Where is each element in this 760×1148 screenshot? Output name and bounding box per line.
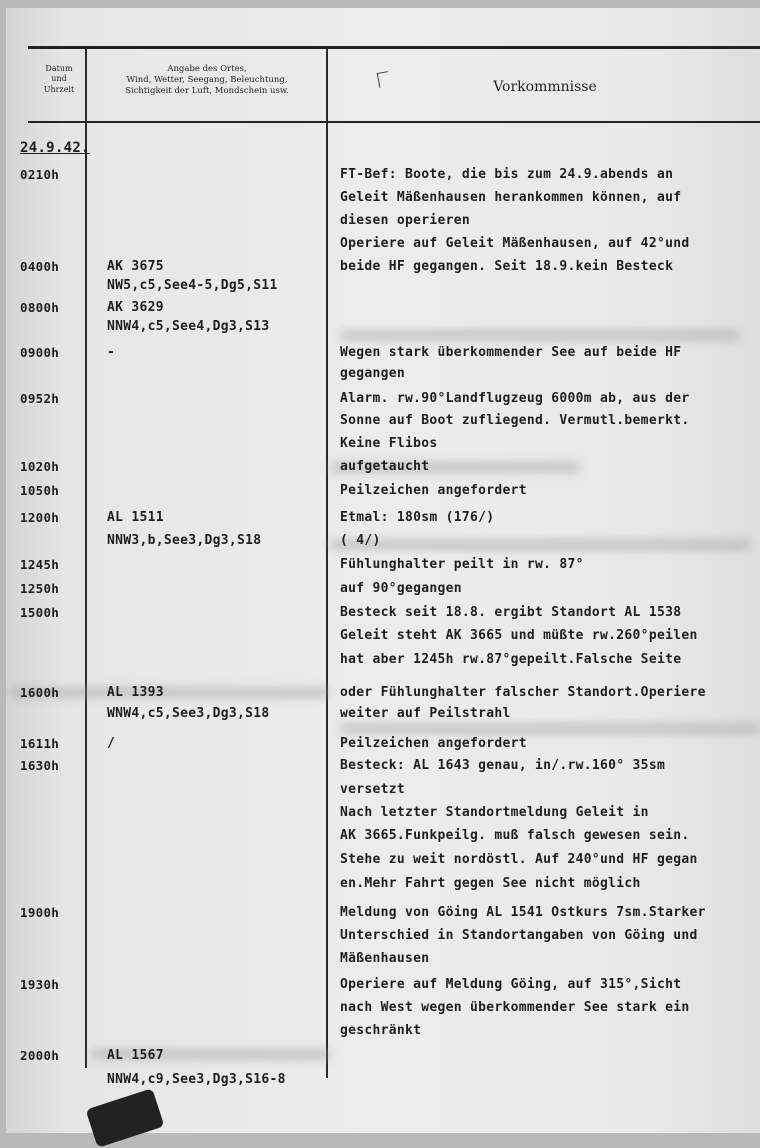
row-event: versetzt [340,782,406,797]
row-event: Stehe zu weit nordöstl. Auf 240°und HF gegan [340,852,698,867]
row-event: Geleit Mäßenhausen herankommen können, auf [340,190,682,205]
row-event: Besteck seit 18.8. ergibt Standort AL 1538 [340,605,682,620]
row-event: Keine Flibos [340,436,438,451]
row-event: Operiere auf Geleit Mäßenhausen, auf 42°und [340,236,690,251]
row-event: Operiere auf Meldung Göing, auf 315°,Sicht [340,977,682,992]
smudge [330,540,750,549]
row-time: 1900h [20,905,60,920]
row-time: 1250h [20,581,60,596]
log-date: 24.9.42. [20,140,90,156]
row-event: Meldung von Göing AL 1541 Ostkurs 7sm.Starker [340,905,706,920]
top-rule [28,46,760,49]
header-location-line-1: Angabe des Ortes, [167,64,247,74]
row-time: 1050h [20,483,60,498]
row-time: 1500h [20,605,60,620]
header-location-line-2: Wind, Wetter, Seegang, Beleuchtung, [126,75,288,86]
row-event: Sonne auf Boot zufliegend. Vermutl.bemerkt. [340,413,690,428]
row-event: diesen operieren [340,213,471,228]
row-time: 1020h [20,459,60,474]
row-event: Peilzeichen angefordert [340,736,527,751]
row-event: aufgetaucht [340,459,430,474]
header-bottom-rule [28,121,760,123]
smudge [340,331,740,340]
row-position: AL 1393 [107,685,164,700]
row-position: NNW4,c5,See4,Dg3,S13 [107,319,270,334]
row-time: 0952h [20,391,60,406]
row-event: Fühlunghalter peilt in rw. 87° [340,557,584,572]
row-position: NNW4,c9,See3,Dg3,S16-8 [107,1072,286,1087]
row-time: 0210h [20,167,60,182]
row-event: Unterschied in Standortangaben von Göing und [340,928,698,943]
header-and-label: und [51,74,67,84]
column-divider-2 [326,48,328,1078]
row-position: AL 1511 [107,510,164,525]
smudge [340,724,760,733]
row-time: 1611h [20,736,60,751]
row-position: NNW3,b,See3,Dg3,S18 [107,533,262,548]
header-location-line-3: Sichtigkeit der Luft, Mondschein usw. [125,86,289,97]
row-event: Etmal: 180sm (176/) [340,510,495,525]
row-position: NW5,c5,See4-5,Dg5,S11 [107,278,278,293]
row-event: FT-Bef: Boote, die bis zum 24.9.abends an [340,167,674,182]
row-position: WNW4,c5,See3,Dg3,S18 [107,706,270,721]
row-event: weiter auf Peilstrahl [340,706,511,721]
row-time: 2000h [20,1048,60,1063]
header-location-weather [90,64,324,97]
row-position: AK 3675 [107,259,164,274]
row-event: Peilzeichen angefordert [340,483,527,498]
row-time: 1200h [20,510,60,525]
header-date-time [34,64,84,95]
row-event: Geleit steht AK 3665 und müßte rw.260°peilen [340,628,698,643]
header-events: Vorkommnisse [493,79,597,95]
row-event: Wegen stark überkommender See auf beide HF [340,345,682,360]
row-event: Mäßenhausen [340,951,430,966]
row-event: oder Fühlunghalter falscher Standort.Operiere [340,685,706,700]
row-event: en.Mehr Fahrt gegen See nicht möglich [340,876,641,891]
row-time: 0400h [20,259,60,274]
row-time: 1600h [20,685,60,700]
row-time: 0900h [20,345,60,360]
row-time: 1930h [20,977,60,992]
row-event: Besteck: AL 1643 genau, in/.rw.160° 35sm [340,758,666,773]
row-event: Nach letzter Standortmeldung Geleit in [340,805,649,820]
row-position: AK 3629 [107,300,164,315]
row-time: 1245h [20,557,60,572]
row-event: Alarm. rw.90°Landflugzeug 6000m ab, aus der [340,391,690,406]
row-position: - [107,345,116,360]
header-date-label: Datum [45,64,73,73]
row-event: auf 90°gegangen [340,581,462,596]
row-position: / [107,736,116,751]
row-time: 0800h [20,300,60,315]
row-event: gegangen [340,366,406,381]
row-event: ( 4/) [340,533,381,548]
row-event: hat aber 1245h rw.87°gepeilt.Falsche Seite [340,652,682,667]
row-time: 1630h [20,758,60,773]
header-time-label: Uhrzeit [43,84,75,94]
row-event: beide HF gegangen. Seit 18.9.kein Besteck [340,259,674,274]
row-event: geschränkt [340,1023,422,1038]
row-position: AL 1567 [107,1048,164,1063]
row-event: AK 3665.Funkpeilg. muß falsch gewesen sein. [340,828,690,843]
column-divider-1 [85,48,87,1068]
row-event: nach West wegen überkommender See stark ein [340,1000,690,1015]
